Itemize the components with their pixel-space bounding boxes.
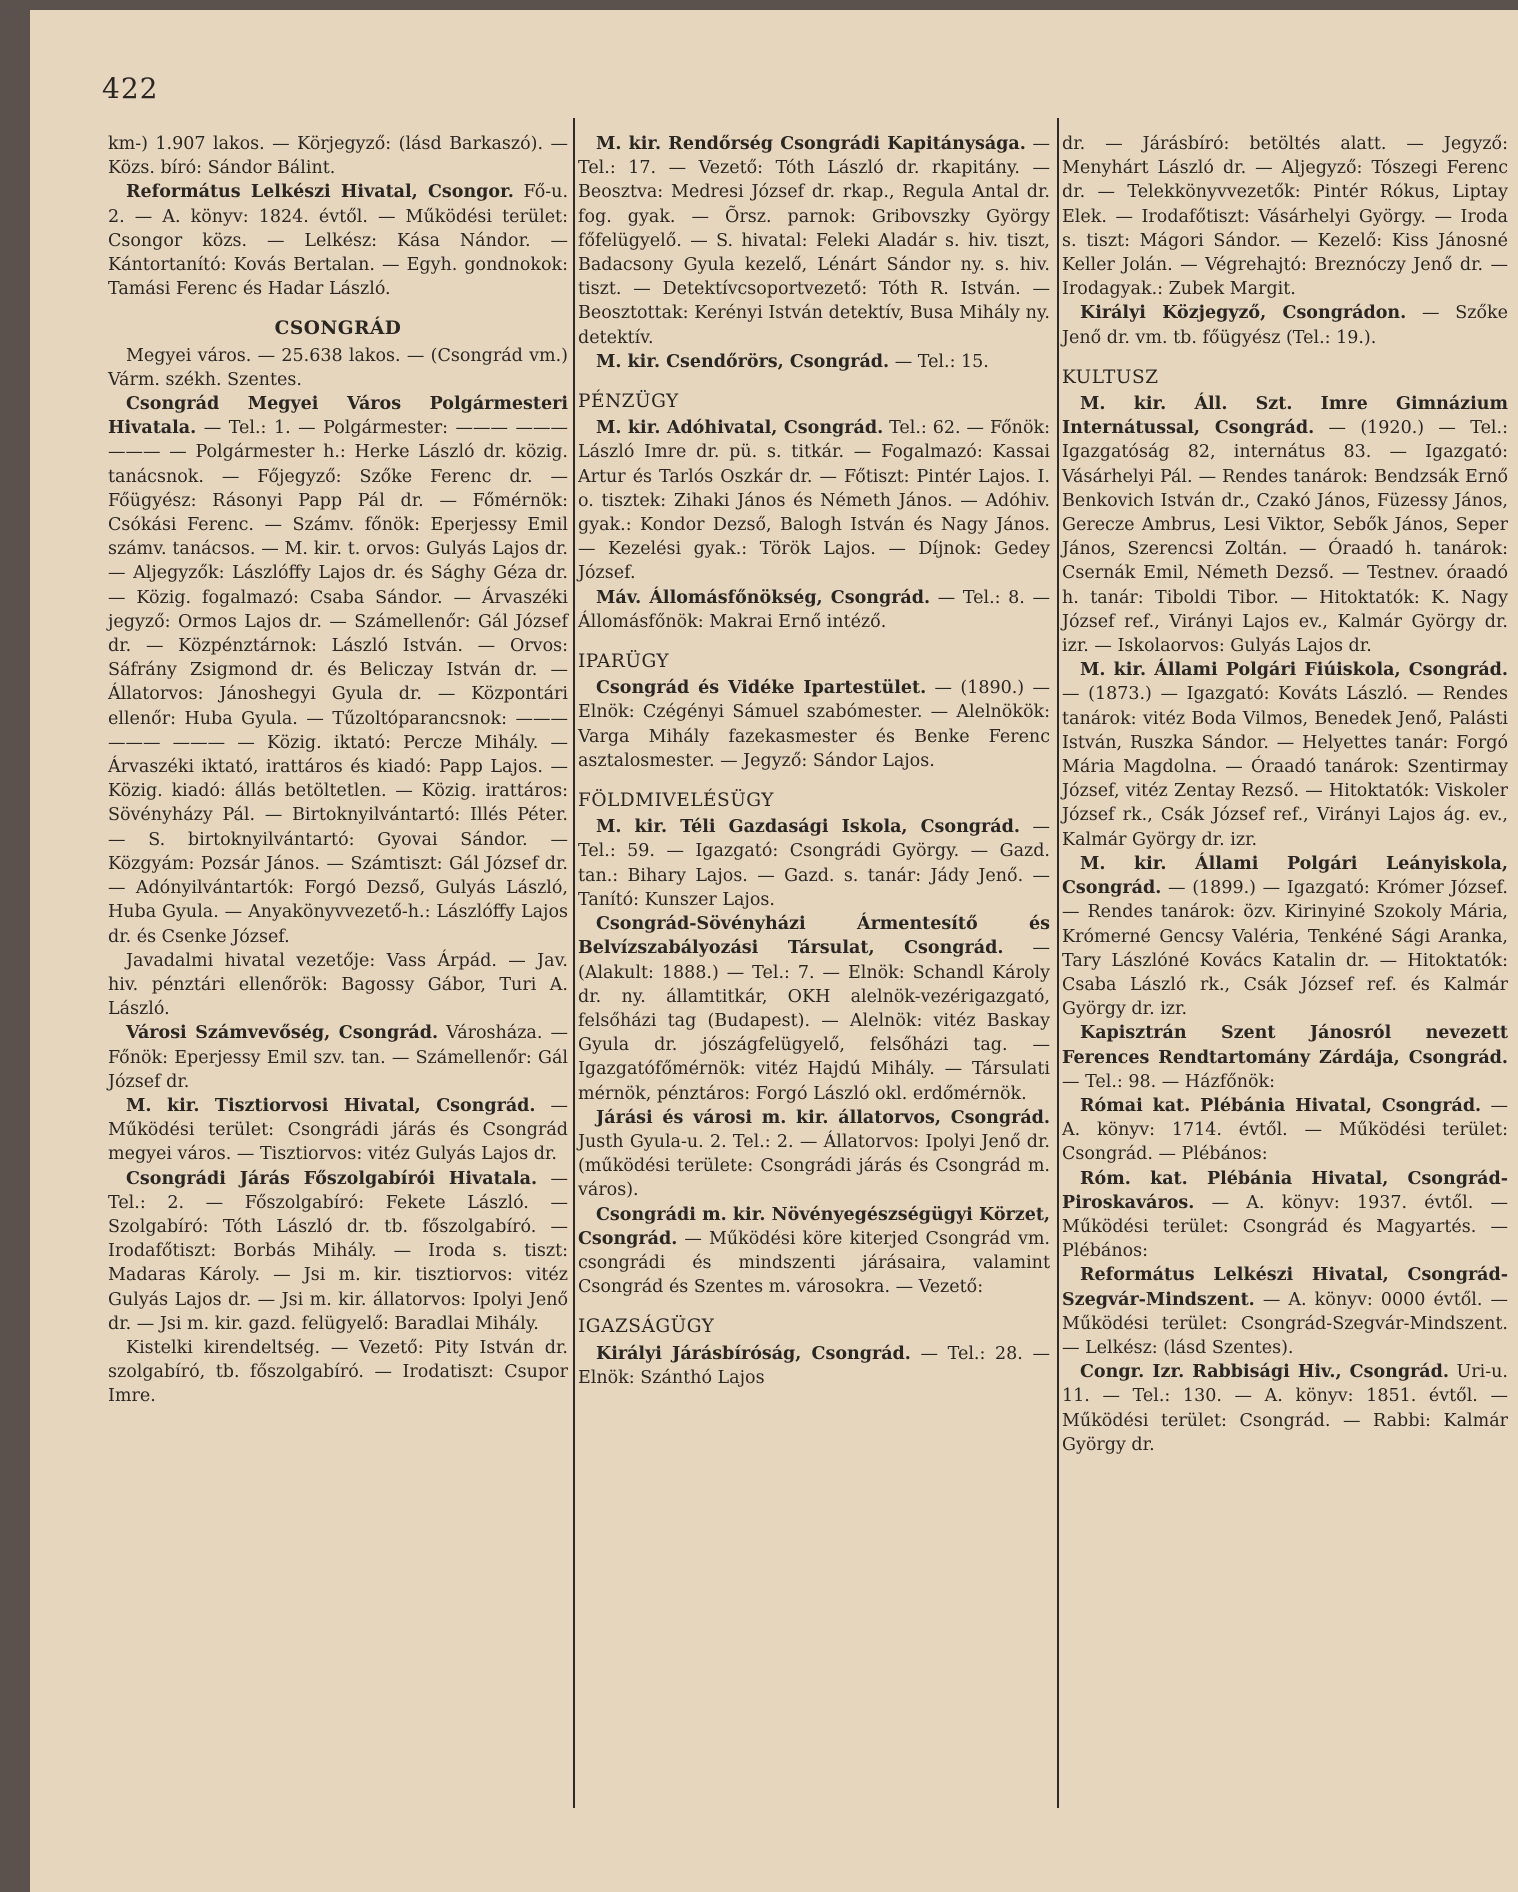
column-divider bbox=[573, 118, 575, 1808]
entry-title: Járási és városi m. kir. állatorvos, Csongrád. bbox=[596, 1107, 1050, 1128]
entry-title: Róm. kat. Plébánia Hivatal, Csongrád-Piroskaváros. bbox=[1062, 1168, 1508, 1213]
entry-text: — Tel.: 98. — Házfőnök: bbox=[1062, 1071, 1276, 1092]
entry bbox=[578, 1106, 1050, 1203]
column-3 bbox=[1062, 132, 1508, 1457]
entry-text: Tel.: 62. — Főnök: László Imre dr. pü. s. titkár. — Fogalmazó: Kassai Artur és Tarlós Oszkár dr. — Főtiszt: Pintér Lajos. I. o. tisztek: Zihaki János és Németh János. — Adóhiv. gyak.: Kondor Dezső, Balogh István és Nagy János. — Kezelési gyak.: Török Lajos. — Díjnok: Gedey József. bbox=[578, 418, 1050, 584]
entry-text: — (1873.) — Igazgató: Kováts László. — Rendes tanárok: vitéz Boda Vilmos, Benedek Jenő, Palásti István, Ruszka Sándor. — Helyettes tanár: Forgó Mária Magdolna. — Óraadó tanárok: Szentirmay József, vitéz Zentay Rezső. — Hitoktatók: Viskoler József rk., Csák József ref., Virányi Lajos ág. ev., Kalmár György dr. izr. bbox=[1062, 684, 1508, 850]
entry-title: M. kir. Adóhivatal, Csongrád. bbox=[596, 418, 884, 439]
entry-text: — Működési terület: Csongrádi járás és Csongrád megyei város. — Tisztiorvos: vitéz Gulyás Lajos dr. bbox=[108, 1095, 568, 1165]
entry-text: — Szőke Jenő dr. vm. tb. főügyész (Tel.: 19.). bbox=[1062, 303, 1508, 348]
column-divider bbox=[1057, 118, 1059, 1808]
entry-title: Csongrád Megyei Város Polgármesteri Hivatala. bbox=[108, 394, 568, 439]
entry-text: — Tel.: 15. bbox=[889, 351, 989, 372]
entry bbox=[1062, 1167, 1508, 1264]
paragraph: Megyei város. — 25.638 lakos. — (Csongrád vm.) Várm. székh. Szentes. bbox=[108, 345, 568, 390]
entry bbox=[1062, 658, 1508, 852]
column-1 bbox=[108, 132, 568, 1409]
entry-title: M. kir. Téli Gazdasági Iskola, Csongrád. bbox=[596, 817, 1020, 838]
paragraph: Kistelki kirendeltség. — Vezető: Pity István dr. szolgabíró, tb. főszolgabíró. — Irodatiszt: Csupor Imre. bbox=[108, 1337, 568, 1407]
entry-text: — (1890.) — Elnök: Czégényi Sámuel szabómester. — Alelnökök: Varga Mihály fazekasmester és Benke Ferenc asztalosmester. — Jegyző: Sándor Lajos. bbox=[578, 678, 1050, 771]
entry bbox=[1062, 1360, 1508, 1457]
entry-text: — A. könyv: 1714. évtől. — Működési terület: Csongrád. — Plébános: bbox=[1062, 1095, 1508, 1165]
entry bbox=[1062, 1263, 1508, 1360]
section-heading: KULTUSZ bbox=[1062, 366, 1159, 388]
entry-text: — A. könyv: 0000 évtől. — Működési terület: Csongrád-Szegvár-Mindszent. — Lelkész: (lásd Szentes). bbox=[1062, 1289, 1508, 1358]
entry-title: Congr. Izr. Rabbisági Hiv., Csongrád. bbox=[1080, 1362, 1449, 1383]
paragraph: km-) 1.907 lakos. — Körjegyző: (lásd Barkaszó). — Közs. bíró: Sándor Bálint. bbox=[108, 134, 568, 179]
entry-text: — Tel.: 28. — Elnök: Szánthó Lajos bbox=[578, 1343, 1050, 1388]
entry bbox=[578, 416, 1050, 585]
entry-text: Városháza. — Főnök: Eperjessy Emil szv. tan. — Számellenőr: Gál József dr. bbox=[108, 1023, 568, 1092]
entry-title: M. kir. Állami Polgári Leányiskola, Csongrád. bbox=[1062, 853, 1508, 899]
entry bbox=[578, 1203, 1050, 1300]
entry-title: Csongrádi m. kir. Növényegészségügyi Körzet, Csongrád. bbox=[578, 1204, 1050, 1249]
entry-title: M. kir. Áll. Szt. Imre Gimnázium Internátussal, Csongrád. bbox=[1062, 394, 1508, 439]
entry bbox=[1062, 301, 1508, 349]
directory-page bbox=[30, 10, 1518, 1892]
column-2 bbox=[578, 132, 1050, 1390]
entry bbox=[1062, 1094, 1508, 1167]
entry-title: M. kir. Csendőrörs, Csongrád. bbox=[596, 351, 890, 372]
section-heading: IGAZSÁGÜGY bbox=[578, 1316, 715, 1338]
entry-title: M. kir. Állami Polgári Fiúiskola, Csongrád. bbox=[1080, 660, 1508, 681]
entry bbox=[1062, 1021, 1508, 1094]
entry bbox=[578, 350, 1050, 374]
entry-title: Csongrádi Járás Főszolgabírói Hivatala. bbox=[126, 1168, 538, 1189]
entry-title: M. kir. Tisztiorvosi Hivatal, Csongrád. bbox=[126, 1095, 536, 1116]
entry bbox=[578, 815, 1050, 912]
entry bbox=[578, 676, 1050, 773]
section-heading: CSONGRÁD bbox=[274, 318, 402, 340]
paragraph: Javadalmi hivatal vezetője: Vass Árpád. — Jav. hiv. pénztári ellenőrök: Bagossy Gábor, Turi A. László. bbox=[108, 950, 568, 1020]
entry bbox=[578, 132, 1050, 350]
entry-text: — Tel.: 8. — Állomásfőnök: Makrai Ernő intéző. bbox=[578, 587, 1050, 632]
entry-title: Városi Számvevőség, Csongrád. bbox=[126, 1023, 439, 1044]
entry-text: — (Alakult: 1888.) — Tel.: 7. — Elnök: Schandl Károly dr. ny. államtitkár, OKH alelnök-vezérigazgató, felsőházi tag (Budapest). — Alelnök: vitéz Baskay Gyula dr. jószágfelügyelő, felsőházi tag. — Igazgatófőmérnök: vitéz Hajdú Mihály. — Társulati mérnök, pénztáros: Forgó László okl. erdőmérnök. bbox=[578, 938, 1050, 1104]
entry bbox=[578, 1342, 1050, 1390]
entry bbox=[108, 1021, 568, 1094]
entry-title: M. kir. Rendőrség Csongrádi Kapitánysága. bbox=[596, 134, 1026, 154]
section-heading: PÉNZÜGY bbox=[578, 391, 679, 413]
entry-text: — Működési köre kiterjed Csongrád vm. csongrádi és mindszenti járásaira, valamint Csongrád és Szentes m. városokra. — Vezető: bbox=[578, 1228, 1050, 1298]
entry-title: Csongrád és Vidéke Ipartestület. bbox=[596, 678, 927, 699]
section-heading: FÖLDMIVELÉSÜGY bbox=[578, 790, 774, 812]
section-heading: IPARÜGY bbox=[578, 651, 670, 673]
entry-title: Királyi Közjegyző, Csongrádon. bbox=[1080, 303, 1407, 324]
entry-text: — Tel.: 1. — Polgármester: ——— ——— ——— — Polgármester h.: Herke László dr. közig. tanácsnok. — Főjegyző: Szőke Ferenc dr. — Főügyész: Rásonyi Papp Pál dr. — Főmérnök: Csókási Ferenc. — Számv. főnök: Eperjessy Emil számv. tanácsos. — M. kir. t. orvos: Gulyás Lajos dr. — Aljegyzők: Lászlóffy Lajos dr. és Sághy Géza dr. — Közig. fogalmazó: Csaba Sándor. — Árvaszéki jegyző: Ormos Lajos dr. — Számellenőr: Gál József dr. — Közpénztárnok: László István. — Orvos: Sáfrány Zsigmond dr. és Beliczay István dr. — Állatorvos: Jánoshegyi Gyula dr. — Központári ellenőr: Huba Gyula. — Tűzoltóparancsnok: ——— ——— ——— — Közig. iktató: Percze Mihály. — Árvaszéki iktató, irattáros és kiadó: Papp Lajos. — Közig. kiadó: állás betöltetlen. — Közig. irattáros: Sövényházy Pál. — Birtoknyilvántartó: Illés Péter. — S. birtoknyilvántartó: Gyovai Sándor. — Közgyám: Pozsár János. — Számtiszt: Gál József dr. — Adónyilvántartók: Forgó Dezső, Gulyás László, Huba Gyula. — Anyakönyvvezető-h.: Lászlóffy Lajos dr. és Csenke József. bbox=[108, 418, 568, 947]
entry-text: — (1899.) — Igazgató: Krómer József. — Rendes tanárok: özv. Kirinyiné Szokoly Mária, Krómerné Gencsy Valéria, Tenkéné Sági Aranka, Tary Lászlóné Kovács Katalin dr. — Hitoktatók: Csaba László rk., Csák József ref. és Kalmár György dr. izr. bbox=[1062, 878, 1508, 1020]
entry bbox=[578, 586, 1050, 634]
paragraph: dr. — Járásbíró: betöltés alatt. — Jegyző: Menyhárt László dr. — Aljegyző: Tószegi Ferenc dr. — Telekkönyvvezetők: Pintér Rókus, Liptay Elek. — Irodafőtiszt: Vásárhelyi György. — Iroda s. tiszt: Mágori Sándor. — Kezelő: Kiss Jánosné Keller Jolán. — Végrehajtó: Breznóczy Jenő dr. — Irodagyak.: Zubek Margit. bbox=[1062, 134, 1508, 300]
entry bbox=[1062, 392, 1508, 658]
entry bbox=[108, 1167, 568, 1336]
entry-text: — (1920.) — Tel.: Igazgatóság 82, internátus 83. — Igazgató: Vásárhelyi Pál. — Rendes tanárok: Bendzsák Ernő Benkovich István dr., Czakó János, Füzessy János, Gerecze Ambrus, Lesi Viktor, Sebők János, Seper János, Szerencsi Zoltán. — Óraadó h. tanárok: Csernák Emil, Németh Dezső. — Testnev. óraadó h. tanár: Tiboldi Tibor. — Hitoktatók: K. Nagy József ref., Virányi Lajos ev., Kalmár György dr. izr. — Iskolaorvos: Gulyás Lajos dr. bbox=[1062, 418, 1508, 657]
entry-title: Csongrád-Sövényházi Ármentesítő és Belvízszabályozási Társulat, Csongrád. bbox=[578, 914, 1050, 959]
entry-title: Római kat. Plébánia Hivatal, Csongrád. bbox=[1080, 1095, 1482, 1116]
entry bbox=[108, 1094, 568, 1167]
entry-text: Justh Gyula-u. 2. Tel.: 2. — Állatorvos: Ipolyi Jenő dr. (működési területe: Csongrádi járás és Csongrád m. város). bbox=[578, 1131, 1050, 1201]
entry bbox=[1062, 852, 1508, 1021]
entry-title: Református Lelkészi Hivatal, Csongrád-Szegvár-Mindszent. bbox=[1062, 1265, 1508, 1310]
entry-text: — Tel.: 2. — Főszolgabíró: Fekete László. — Szolgabíró: Tóth László dr. tb. főszolgabíró. — Irodafőtiszt: Borbás Mihály. — Iroda s. tiszt: Madaras Károly. — Jsi m. kir. tisztiorvos: vitéz Gulyás Lajos dr. — Jsi m. kir. állatorvos: Ipolyi Jenő dr. — Jsi m. kir. gazd. felügyelő: Baradlai Mihály. bbox=[108, 1168, 568, 1334]
entry-text: Uri-u. 11. — Tel.: 130. — A. könyv: 1851. évtől. — Működési terület: Csongrád. — Rabbi: Kalmár György dr. bbox=[1062, 1362, 1508, 1455]
entry-title: Kapisztrán Szent Jánosról nevezett Ferences Rendtartomány Zárdája, Csongrád. bbox=[1062, 1023, 1508, 1068]
entry bbox=[108, 392, 568, 949]
entry bbox=[108, 180, 568, 301]
entry-text: — A. könyv: 1937. évtől. — Működési terület: Csongrád és Magyartés. — Plébános: bbox=[1062, 1192, 1508, 1262]
entry-text: — Tel.: 17. — Vezető: Tóth László dr. rkapitány. — Beosztva: Medresi József dr. rkap., Regula Antal dr. fog. gyak. — Õrsz. parnok: Gribovszky György főfelügyelő. — S. hivatal: Feleki Aladár s. hiv. tiszt, Badacsony Gyula kezelő, Lénárt Sándor ny. s. hiv. tiszt. — Detektívcsoportvezető: Tóth R. István. — Beosztottak: Kerényi István detektív, Busa Mihály ny. detektív. bbox=[578, 134, 1050, 348]
entry-title: Református Lelkészi Hivatal, Csongor. bbox=[126, 182, 514, 203]
entry bbox=[578, 912, 1050, 1106]
entry-text: — Tel.: 59. — Igazgató: Csongrádi György. — Gazd. tan.: Bihary Lajos. — Gazd. s. tanár: Jády Jenő. — Tanító: Kunszer Lajos. bbox=[578, 817, 1050, 910]
entry-title: Máv. Állomásfőnökség, Csongrád. bbox=[596, 587, 931, 608]
entry-text: Fő-u. 2. — A. könyv: 1824. évtől. — Működési terület: Csongor közs. — Lelkész: Kása Nándor. — Kántortanító: Kovás Bertalan. — Egyh. gondnokok: Tamási Ferenc és Hadar László. bbox=[108, 182, 569, 300]
entry-title: Királyi Járásbíróság, Csongrád. bbox=[596, 1343, 911, 1364]
page-number: 422 bbox=[102, 72, 159, 105]
